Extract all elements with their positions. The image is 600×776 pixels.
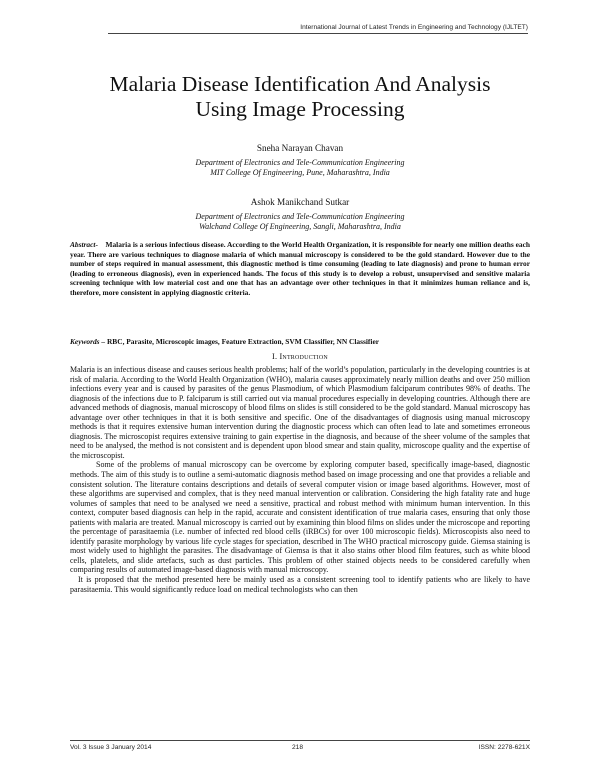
paragraph: Malaria is an infectious disease and causes serious health problems; half of the world’s population, particularly in the developing countries is at risk of malaria. According to the World Health Organization (WHO), malaria causes approximately nearly million deaths and over 250 million infections every year and is caused by parasites of the genus Plasmodium, of which Plasmodium falciparum contributes 98% of deaths. The diagnosis of the infections due to P. falciparum is still carried out via manual procedures especially in developing countries. Although there are advanced methods of diagnosis, manual microscopy of blood films on slides is still considered to be the gold standard. Manual microscopy has advantage over other techniques in that it is both sensitive and specific. One of the disadvantages of diagnosis using manual microscopy methods is that it requires extensive human intervention during the diagnostic process which can often lead to late and sometimes erroneous diagnosis. The microscopist requires extensive training to gain expertise in the diagnosis, and because of the sheer volume of the samples that need to be analysed, the method is not consistent and is dependent upon blood smear and stain quality, microscope quality and the expertise of the microscopist. [70,365,530,460]
paragraph: It is proposed that the method presented here be mainly used as a consistent screening tool to identify patients who are likely to have parasitaemia. This would significantly reduce load on medical technologists who can then [70,575,530,594]
footer-page-number: 218 [292,744,304,751]
paper-title [60,72,540,122]
footer-volume: Vol. 3 Issue 3 January 2014 [70,744,152,751]
title-line-2: Using Image Processing [195,97,405,121]
title-line-1: Malaria Disease Identification And Analysis [109,72,491,96]
author-block-2 [60,196,540,233]
keywords-label: Keywords – [70,337,106,346]
keywords-text: RBC, Parasite, Microscopic images, Feature Extraction, SVM Classifier, NN Classifier [106,337,380,346]
journal-header: International Journal of Latest Trends in Engineering and Technology (IJLTET) [108,24,528,34]
author-department: Department of Electronics and Tele-Communication Engineering [195,212,405,221]
footer-issn: ISSN: 2278-621X [478,744,530,751]
abstract-text: Malaria is a serious infectious disease. According to the World Health Organization, it is responsible for nearly one million deaths each year. There are various techniques to diagnose malaria of which manual microscopy is considered to be the gold standard. However due to the number of steps required in manual assessment, this diagnostic method is time consuming (leading to late diagnosis) and prone to human error (leading to erroneous diagnosis), even in experienced hands. The focus of this study is to develop a robust, unsupervised and sensitive malaria screening technique with low material cost and one that has an advantage over other techniques in that it minimizes human reliance and is, therefore, more consistent in applying diagnostic criteria. [70,240,531,297]
author-name: Ashok Manikchand Sutkar [250,197,350,207]
section-number: I. [272,352,278,361]
abstract-label: Abstract- [70,240,98,249]
section-title: Introduction [279,352,328,361]
section-heading [70,352,530,361]
page-footer [70,740,530,756]
author-department: Department of Electronics and Tele-Communication Engineering [195,158,405,167]
author-name: Sneha Narayan Chavan [256,143,344,153]
author-affiliation: Walchand College Of Engineering, Sangli, Maharashtra, India [199,222,401,232]
body-text [70,365,530,594]
author-affiliation: MIT College Of Engineering, Pune, Maharashtra, India [210,168,390,178]
abstract [70,240,530,297]
keywords [70,337,530,346]
author-block-1 [60,142,540,179]
paragraph: Some of the problems of manual microscopy can be overcome by exploring computer based, specifically image-based, diagnostic methods. The aim of this study is to outline a semi-automatic diagnosis method based on image processing and one that provides a reliable and consistent solution. The literature contains descriptions and details of several computer vision or image based algorithms. However, most of these algorithms are supervised and complex, that is they need manual intervention or calibration. Considering the high fatality rate and huge volumes of samples that need to be analysed we need a sensitive, practical and robust method with minimum human intervention. In this context, computer based diagnosis can help in the rapid, accurate and consistent identification of true malaria cases, ensuring that only those patients with malaria are treated. Manual microscopy is carried out by examining thin blood films on slides under the microscope and reporting the percentage of parasitaemia (i.e. number of infected red blood cells (iRBCs) for over 100 microscopic fields). Microscopists also need to identify parasite morphology by various life cycle stages for speciation, described in The WHO practical microscopy guide. Giemsa staining is most widely used to highlight the parasites. The disadvantage of Giemsa is that it also stains other blood film features, such as white blood cells, platelets, and slide artefacts, such as dust particles. This problem of other stained objects needs to be considered carefully when comparing results of automated image-based diagnosis with manual microscopy. [70,460,530,575]
